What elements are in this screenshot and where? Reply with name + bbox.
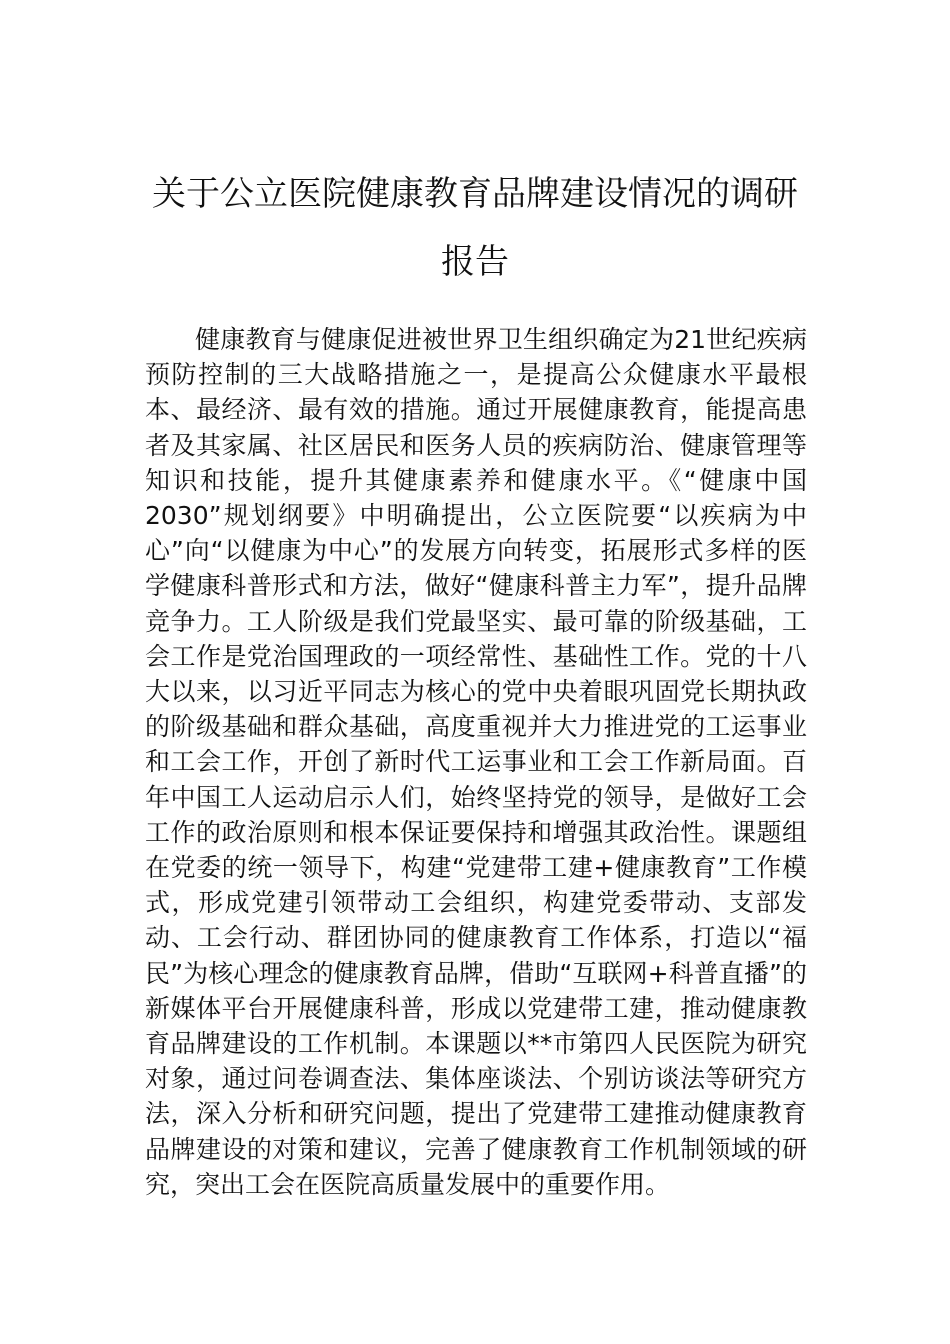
body-paragraph: 健康教育与健康促进被世界卫生组织确定为21世纪疾病预防控制的三大战略措施之一，是提高公众健康水平最根本、最经济、最有效的措施。通过开展健康教育，能提高患者及其家属、社区居民和医务人员的疾病防治、健康管理等知识和技能，提升其健康素养和健康水平。《“健康中国2030”规划纲要》中明确提出，公立医院要“以疾病为中心”向“以健康为中心”的发展方向转变，拓展形式多样的医学健康科普形式和方法，做好“健康科普主力军”，提升品牌竞争力。工人阶级是我们党最坚实、最可靠的阶级基础，工会工作是党治国理政的一项经常性、基础性工作。党的十八大以来，以习近平同志为核心的党中央着眼巩固党长期执政的阶级基础和群众基础，高度重视并大力推进党的工运事业和工会工作，开创了新时代工运事业和工会工作新局面。百年中国工人运动启示人们，始终坚持党的领导，是做好工会工作的政治原则和根本保证要保持和增强其政治性。课题组在党委的统一领导下，构建“党建带工建+健康教育”工作模式，形成党建引领带动工会组织，构建党委带动、支部发动、工会行动、群团协同的健康教育工作体系，打造以“福民”为核心理念的健康教育品牌，借助“互联网+科普直播”的新媒体平台开展健康科普，形成以党建带工建，推动健康教育品牌建设的工作机制。本课题以**市第四人民医院为研究对象，通过问卷调查法、集体座谈法、个别访谈法等研究方法，深入分析和研究问题，提出了党建带工建推动健康教育品牌建设的对策和建议，完善了健康教育工作机制领域的研究，突出工会在医院高质量发展中的重要作用。 [145, 325, 807, 1199]
document-title: 关于公立医院健康教育品牌建设情况的调研报告 [152, 174, 798, 282]
